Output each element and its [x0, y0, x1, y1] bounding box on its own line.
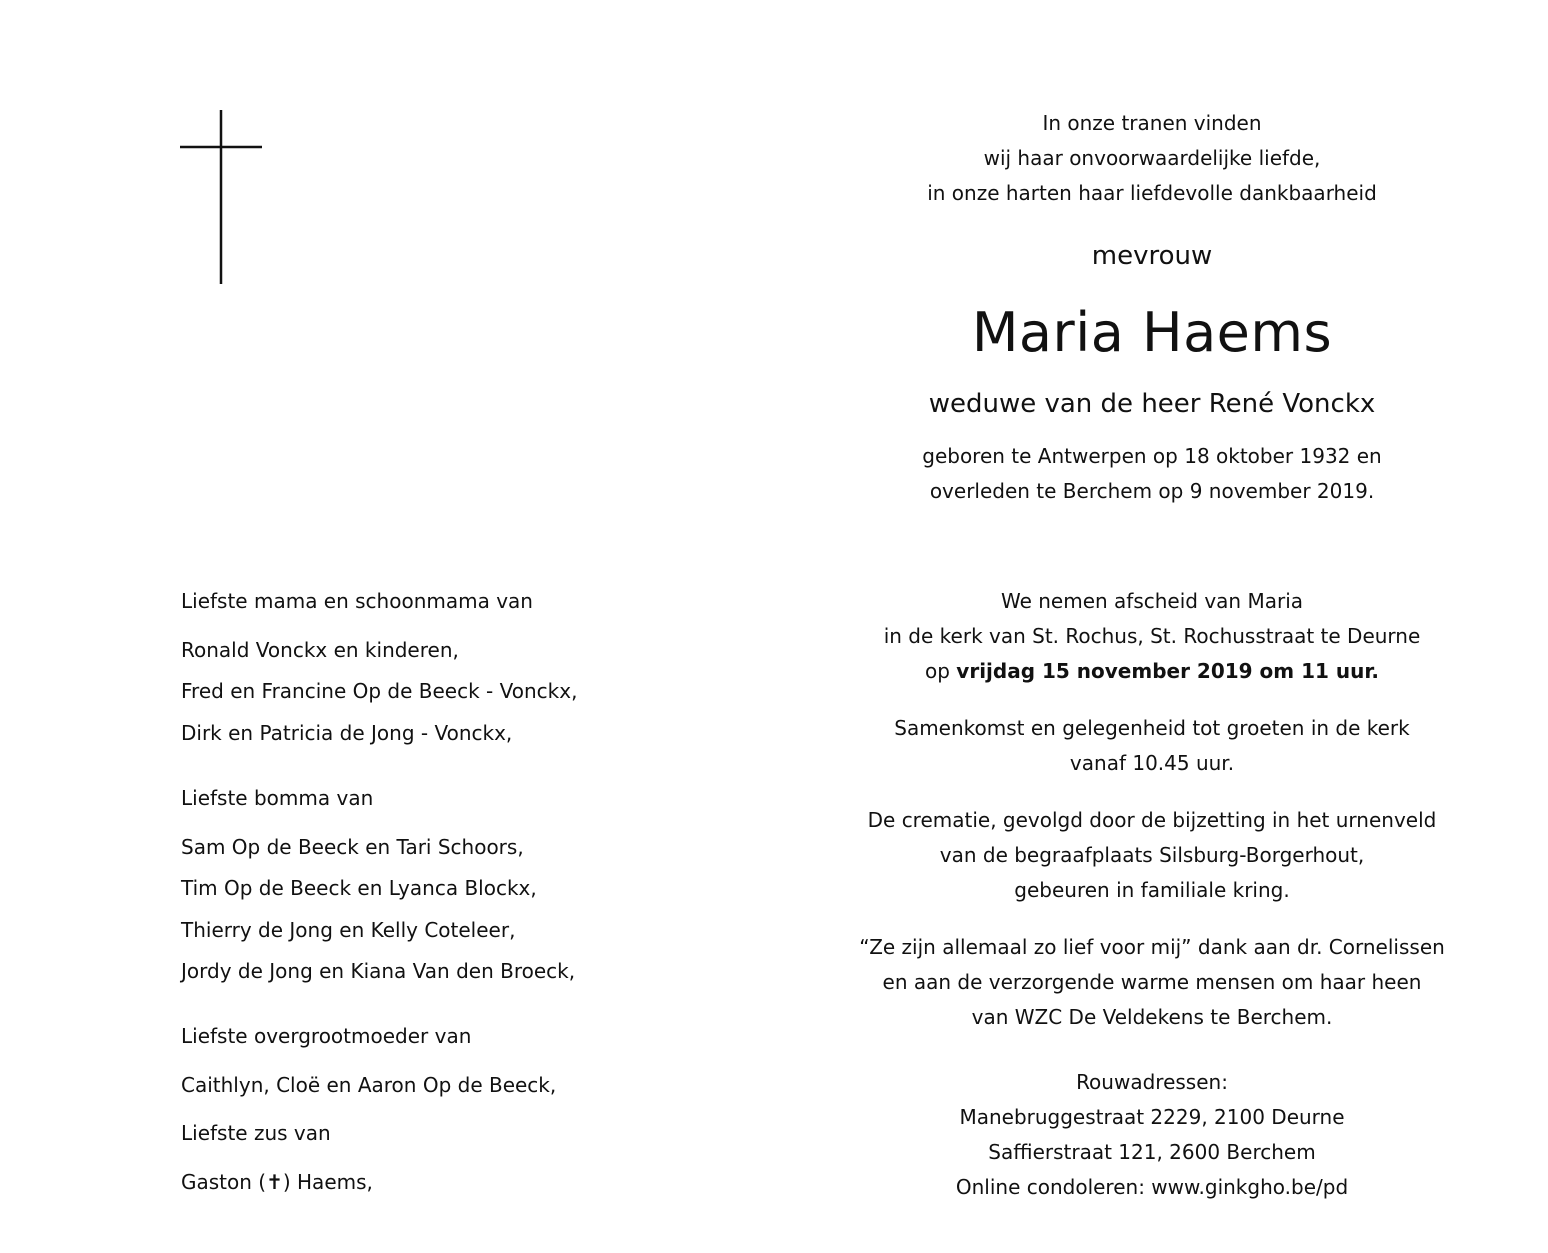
farewell-line: in de kerk van St. Rochus, St. Rochusstraat te Deurne: [883, 624, 1421, 648]
address-line: Saffierstraat 121, 2600 Berchem: [988, 1140, 1316, 1164]
farewell-date-line: [852, 654, 1452, 689]
child-entry: Ronald Vonckx en kinderen,: [181, 638, 459, 662]
grandchild-entry: Sam Op de Beeck en Tari Schoors,: [181, 835, 524, 859]
cross-icon: [180, 110, 262, 284]
farewell-date: vrijdag 15 november 2019 om 11 uur.: [956, 659, 1379, 683]
deceased-cross-icon: ✝: [266, 1170, 283, 1194]
thanks-note: [852, 930, 1452, 1035]
thanks-line: “Ze zijn allemaal zo lief voor mij” dank aan dr. Cornelissen: [859, 935, 1445, 959]
great-grandchildren-entry: Caithlyn, Cloë en Aaron Op de Beeck,: [181, 1073, 557, 1097]
gathering-line: vanaf 10.45 uur.: [1069, 751, 1235, 775]
child-entry: Fred en Francine Op de Beeck - Vonckx,: [181, 679, 578, 703]
verse-line: in onze harten haar liefdevolle dankbaarheid: [927, 181, 1377, 205]
death-line: overleden te Berchem op 9 november 2019.: [929, 479, 1375, 503]
cremation-info: [852, 803, 1452, 908]
grandchildren-heading: Liefste bomma van: [181, 786, 374, 810]
grandchild-entry: Jordy de Jong en Kiana Van den Broeck,: [181, 959, 576, 983]
cremation-line: De crematie, gevolgd door de bijzetting in het urnenveld: [867, 808, 1437, 832]
thanks-line: van WZC De Veldekens te Berchem.: [971, 1005, 1333, 1029]
birth-line: geboren te Antwerpen op 18 oktober 1932 en: [922, 444, 1382, 468]
gathering-info: [852, 711, 1452, 781]
life-dates: [852, 439, 1452, 509]
farewell-prefix: op: [925, 659, 957, 683]
mourning-addresses: [852, 1065, 1452, 1205]
grandchild-entry: Thierry de Jong en Kelly Coteleer,: [181, 918, 516, 942]
honorific: mevrouw: [1091, 241, 1213, 271]
online-condolence-link[interactable]: Online condoleren: www.ginkgho.be/pd: [955, 1175, 1349, 1199]
gathering-line: Samenkomst en gelegenheid tot groeten in de kerk: [894, 716, 1410, 740]
cremation-line: gebeuren in familiale kring.: [1014, 878, 1290, 902]
farewell-info: [852, 584, 1452, 689]
deceased-name: Maria Haems: [971, 301, 1333, 364]
sibling-name-part: ) Haems,: [282, 1170, 373, 1194]
opening-verse: [852, 106, 1452, 211]
cremation-line: van de begraafplaats Silsburg-Borgerhout,: [939, 843, 1365, 867]
farewell-line: We nemen afscheid van Maria: [1000, 589, 1304, 613]
child-entry: Dirk en Patricia de Jong - Vonckx,: [181, 721, 513, 745]
sibling-heading: Liefste zus van: [181, 1121, 331, 1145]
address-line: Manebruggestraat 2229, 2100 Deurne: [959, 1105, 1345, 1129]
grandchild-entry: Tim Op de Beeck en Lyanca Blockx,: [181, 876, 537, 900]
addresses-heading: Rouwadressen:: [1076, 1070, 1228, 1094]
spouse-line: weduwe van de heer René Vonckx: [928, 389, 1376, 419]
great-grandchildren-heading: Liefste overgrootmoeder van: [181, 1024, 472, 1048]
sibling-entry: [181, 1167, 373, 1197]
sibling-name-part: Gaston (: [181, 1170, 267, 1194]
verse-line: wij haar onvoorwaardelijke liefde,: [983, 146, 1321, 170]
thanks-line: en aan de verzorgende warme mensen om haar heen: [882, 970, 1422, 994]
verse-line: In onze tranen vinden: [1042, 111, 1262, 135]
children-heading: Liefste mama en schoonmama van: [181, 589, 533, 613]
